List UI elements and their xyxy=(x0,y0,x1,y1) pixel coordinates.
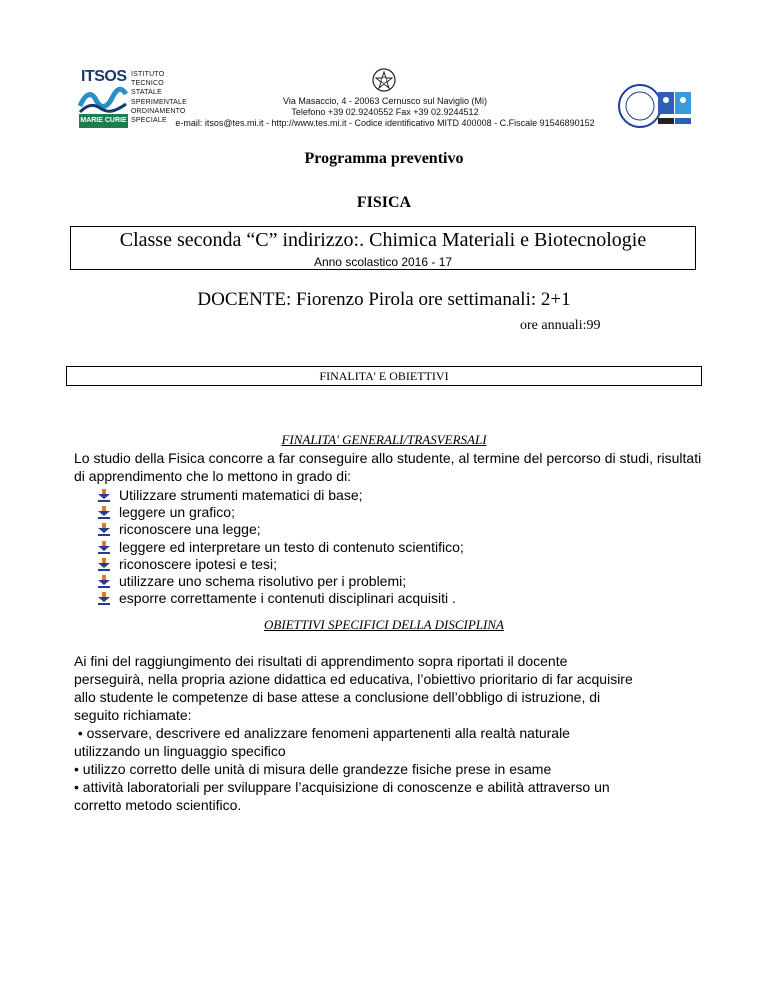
goal-item xyxy=(96,556,696,573)
body-line: • attività laboratoriali per sviluppare l’acquisizione di conoscenze e abilità attraverso un xyxy=(74,779,610,795)
goal-text: Utilizzare strumenti matematici di base; xyxy=(119,487,363,503)
body-line: • utilizzo corretto delle unità di misura delle grandezze fisiche prese in esame xyxy=(74,761,552,777)
goal-text: leggere un grafico; xyxy=(119,504,235,521)
body-line: allo studente le competenze di base attese a conclusione dell’obbligo di istruzione, di xyxy=(74,689,601,705)
body-line: perseguirà, nella propria azione didattica ed educativa, l’obiettivo prioritario di far acquisire xyxy=(74,671,633,687)
logo-band: MARIE CURIE xyxy=(79,114,128,128)
goal-text: riconoscere ipotesi e tesi; xyxy=(119,555,277,572)
goals-list xyxy=(96,487,696,607)
arrow-down-bullet-icon xyxy=(98,523,110,536)
arrow-down-bullet-icon xyxy=(98,506,110,519)
arrow-down-bullet-icon xyxy=(98,592,110,605)
school-address xyxy=(175,66,595,129)
finalita-title: FINALITA' GENERALI/TRASVERSALI xyxy=(281,432,487,447)
body-line: corretto metodo scientifico. xyxy=(74,797,242,813)
arrow-down-bullet-icon xyxy=(98,558,110,571)
class-line: Classe seconda “C” indirizzo:. Chimica Materiali e Biotecnologie xyxy=(119,229,647,251)
obiettivi-title: OBIETTIVI SPECIFICI DELLA DISCIPLINA xyxy=(264,617,504,632)
body-line: utilizzando un linguaggio specifico xyxy=(74,743,286,759)
goal-item xyxy=(96,521,696,538)
arrow-down-bullet-icon xyxy=(98,541,110,554)
goal-item xyxy=(96,487,696,504)
goal-text: utilizzare uno schema risolutivo per i problemi; xyxy=(119,572,407,589)
contact-line: e-mail: itsos@tes.mi.it - http://www.tes.mi.it - Codice identificativo MITD 400008 - C.Fiscale 91546890152 xyxy=(175,118,595,128)
arrow-down-bullet-icon xyxy=(98,575,110,588)
logo-mark xyxy=(76,66,128,130)
body-line: seguito richiamate: xyxy=(74,707,192,723)
intro-paragraph: Lo studio della Fisica concorre a far conseguire allo studente, al termine del percorso di studi, risultati di apprendimento che lo mettono in grado di: xyxy=(74,450,702,484)
body-line: Ai fini del raggiungimento dei risultati di apprendimento sopra riportati il docente xyxy=(74,653,568,669)
obiettivi-body xyxy=(74,652,724,814)
address-line: Via Masaccio, 4 - 20063 Cernusco sul Naviglio (Mi) xyxy=(283,96,487,106)
logo-text: ITSOS xyxy=(81,68,127,85)
logo-side-text: ISTITUTO TECNICO STATALE SPERIMENTALE ORDINAMENTO SPECIALE xyxy=(131,71,187,125)
subject-title: FISICA xyxy=(356,194,412,211)
school-year: Anno scolastico 2016 - 17 xyxy=(313,255,453,269)
document-title: Programma preventivo xyxy=(304,150,464,167)
ore-annuali: ore annuali:99 xyxy=(520,318,601,333)
docente-line: DOCENTE: Fiorenzo Pirola ore settimanali: 2+1 xyxy=(197,289,571,310)
section-heading-box: FINALITA' E OBIETTIVI xyxy=(66,366,702,386)
goal-text: leggere ed interpretare un testo di contenuto scientifico; xyxy=(119,538,464,555)
body-line: • osservare, descrivere ed analizzare fenomeni appartenenti alla realtà naturale xyxy=(74,725,570,741)
quality-certification-icon xyxy=(616,80,694,136)
phone-line: Telefono +39 02.9240552 Fax +39 02.9244512 xyxy=(291,107,479,117)
goal-item xyxy=(96,590,696,607)
goal-item xyxy=(96,539,696,556)
goal-item xyxy=(96,573,696,590)
goal-text: riconoscere una legge; xyxy=(119,521,261,538)
arrow-down-bullet-icon xyxy=(98,489,110,502)
goal-item xyxy=(96,504,696,521)
class-info-box xyxy=(70,226,696,270)
goal-text: esporre correttamente i contenuti disciplinari acquisiti . xyxy=(119,590,456,607)
wave-icon xyxy=(78,86,128,114)
